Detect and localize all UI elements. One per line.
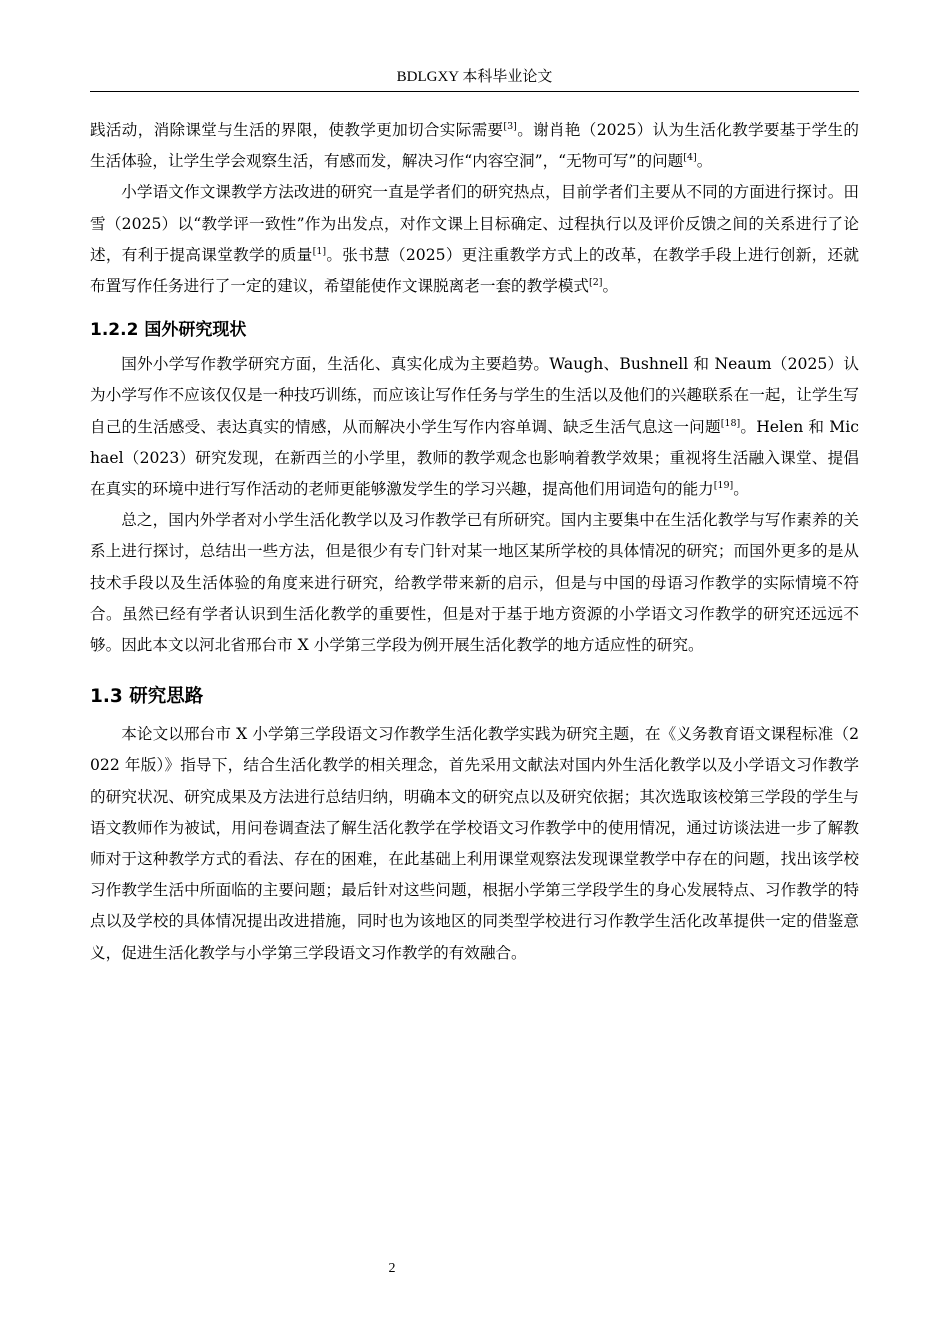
- citation-ref: [2]: [589, 277, 603, 289]
- citation-ref: [3]: [503, 121, 517, 132]
- citation-ref: [19]: [713, 480, 734, 492]
- text-run: 。: [733, 480, 749, 499]
- header-rule: [90, 91, 859, 92]
- text-run: 。谢肖艳（2025）认为生活化教学要基于学生的生活体验，让学生学会观察生活，有感而发，解决习作“内容空洞”，“无物可写”的问题: [90, 121, 859, 171]
- text-run: 。张书慧（2025）更注重教学方式上的改革，在教学手段上进行创新，还就布置写作任务进行了一定的建议，希望能使作文课脱离老一套的教学模式: [90, 245, 859, 296]
- text-run: 。Helen 和 Michael（2023）研究发现，在新西兰的小学里，教师的教学观念也影响着教学效果；重视将生活融入课堂、提倡在真实的环境中进行写作活动的老师更能够激发学生的学习兴趣，提高他们用词造句的能力: [90, 417, 859, 499]
- text-run: 。: [696, 152, 713, 171]
- paragraph-foreign-research: [90, 349, 859, 505]
- page-number: 2: [388, 1261, 396, 1276]
- text-run: 国外小学写作教学研究方面，生活化、真实化成为主要趋势。Waugh、Bushnell 和 Neaum（2025）认为小学写作不应该仅仅是一种技巧训练，而应该让写作任务与学生的生活以及他们的兴趣联系在一起，让学生写自己的生活感受、表达真实的情感，从而解决小学生写作内容单调、缺乏生活气息这一问题: [90, 355, 859, 436]
- text-run: 。: [602, 277, 619, 296]
- citation-ref: [1]: [312, 245, 327, 257]
- paragraph-summary: 总之，国内外学者对小学生活化教学以及习作教学已有所研究。国内主要集中在生活化教学与写作素养的关系上进行探讨，总结出一些方法，但是很少有专门针对某一地区某所学校的具体情况的研究；而国外更多的是从技术手段以及生活体验的角度来进行研究，给教学带来新的启示，但是与中国的母语习作教学的实际情境不符合。虽然已经有学者认识到生活化教学的重要性，但是对于基于地方资源的小学语文习作教学的研究还远远不够。因此本文以河北省邢台市 X 小学第三学段为例开展生活化教学的地方适应性的研究。: [90, 511, 859, 655]
- text-run: 小学语文作文课教学方法改进的研究一直是学者们的研究热点，目前学者们主要从不同的方面进行探讨。田雪（2025）以“教学评一致性”作为出发点，对作文课上目标确定、过程执行以及评价反馈之间的关系进行了论述，有利于提高课堂教学的质量: [90, 183, 859, 264]
- text-run: 践活动，消除课堂与生活的界限，使教学更加切合实际需要: [90, 121, 504, 139]
- paragraph-domestic-continued: [90, 115, 859, 177]
- citation-ref: [4]: [683, 152, 697, 164]
- section-heading-1-2-2: 1.2.2 国外研究现状: [90, 320, 247, 341]
- running-header: BDLGXY 本科毕业论文: [396, 69, 553, 85]
- section-heading-1-3: 1.3 研究思路: [90, 686, 204, 708]
- paragraph-composition-methods: [90, 177, 859, 302]
- page-body: [90, 115, 859, 969]
- citation-ref: [18]: [720, 417, 741, 429]
- paragraph-research-approach: 本论文以邢台市 X 小学第三学段语文习作教学生活化教学实践为研究主题，在《义务教育语文课程标准（2022 年版）》指导下，结合生活化教学的相关理念，首先采用文献法对国内外生活化教学以及小学语文习作教学的研究状况、研究成果及方法进行总结归纳，明确本文的研究点以及研究依据；其次选取该校第三学段的学生与语文教师作为被试，用问卷调查法了解生活化教学在学校语文习作教学中的使用情况，通过访谈法进一步了解教师对于这种教学方式的看法、存在的困难，在此基础上利用课堂观察法发现课堂教学中存在的问题，找出该学校习作教学生活中所面临的主要问题；最后针对这些问题，根据小学第三学段学生的身心发展特点、习作教学的特点以及学校的具体情况提出改进措施，同时也为该地区的同类型学校进行习作教学生活化改革提供一定的借鉴意义，促进生活化教学与小学第三学段语文习作教学的有效融合。: [90, 725, 859, 962]
